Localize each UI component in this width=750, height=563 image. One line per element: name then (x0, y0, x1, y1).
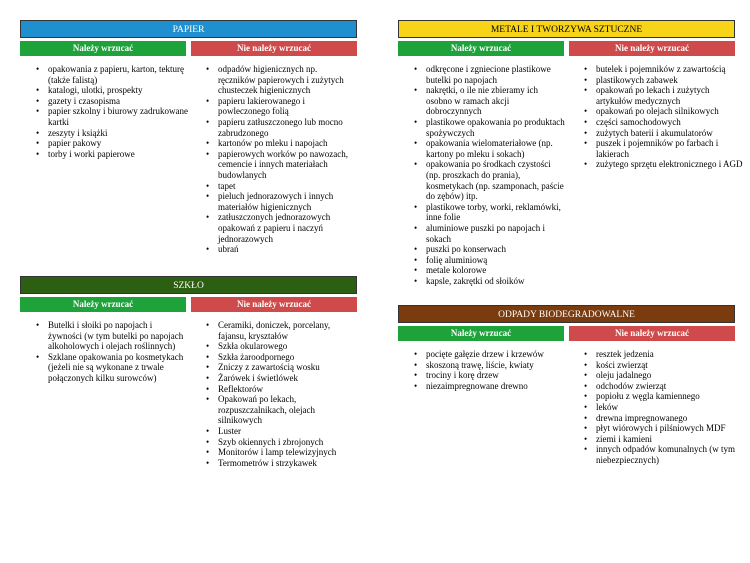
list-item: • odchodów zwierząt (596, 381, 750, 392)
section-metale (398, 20, 743, 291)
papier-yes-list (22, 64, 188, 159)
list-item: • oleju jadalnego (596, 370, 750, 381)
list-item: • opakowania z papieru, karton, tekturę (także falistą) (48, 64, 188, 85)
list-item: • zatłuszczonych jednorazowych opakowań z papieru i naczyń jednorazowych (218, 212, 354, 244)
list-item: • skoszoną trawę, liście, kwiaty (426, 360, 576, 371)
list-item: • kości zwierząt (596, 360, 750, 371)
section-szklo (20, 276, 357, 477)
list-item: • torby i worki papierowe (48, 149, 188, 160)
list-item: • Luster (218, 426, 358, 437)
szklo-no-list (192, 320, 358, 468)
list-item: • puszek i pojemników po farbach i lakierach (596, 138, 746, 159)
papier-no-header: Nie należy wrzucać (191, 41, 357, 56)
section-title-metale: METALE I TWORZYWA SZTUCZNE (398, 20, 735, 38)
metale-yes-column (398, 41, 564, 56)
papier-no-column (191, 41, 357, 56)
list-item: • ziemi i kamieni (596, 434, 750, 445)
list-item: • opakowania po środkach czystości (np. proszkach do prania), kosmetykach (np. szamponach, paście do zębów) itp. (426, 159, 566, 201)
list-item: • papier szkolny i biurowy zadrukowane kartki (48, 106, 188, 127)
list-item: • opakowań po olejach silnikowych (596, 106, 746, 117)
list-item: • opakowania wielomateriałowe (np. kartony po mleku i sokach) (426, 138, 566, 159)
section-title-bio: ODPADY BIODEGRADOWALNE (398, 305, 735, 323)
list-item: • Ceramiki, doniczek, porcelany, fajansu, kryształów (218, 320, 358, 341)
list-item: • Szyb okiennych i zbrojonych (218, 437, 358, 448)
bio-yes-header: Należy wrzucać (398, 326, 564, 341)
list-item: • zużytego sprzętu elektronicznego i AGD (596, 159, 746, 170)
bio-no-list (570, 349, 750, 466)
szklo-yes-column (20, 297, 186, 312)
list-item: • Reflektorów (218, 384, 358, 395)
list-item: • Termometrów i strzykawek (218, 458, 358, 469)
list-item: • Szkła żaroodpornego (218, 352, 358, 363)
section-title-papier: PAPIER (20, 20, 357, 38)
list-item: • tapet (218, 181, 354, 192)
section-papier (20, 20, 357, 271)
list-item: • części samochodowych (596, 117, 746, 128)
list-item: • gazety i czasopisma (48, 96, 188, 107)
list-item: • kapsle, zakrętki od słoików (426, 276, 566, 287)
bio-yes-list (400, 349, 576, 391)
list-item: • pocięte gałęzie drzew i krzewów (426, 349, 576, 360)
list-item: • nakrętki, o ile nie zbieramy ich osobno w ramach akcji dobroczynnych (426, 85, 566, 117)
bio-yes-column (398, 326, 564, 341)
list-item: • kartonów po mleku i napojach (218, 138, 354, 149)
metale-no-list (570, 64, 746, 170)
list-item: • katalogi, ulotki, prospekty (48, 85, 188, 96)
list-item: • Żarówek i świetlówek (218, 373, 358, 384)
list-item: • Monitorów i lamp telewizyjnych (218, 447, 358, 458)
papier-no-list (192, 64, 354, 255)
list-item: • Szkła okularowego (218, 341, 358, 352)
szklo-no-column (191, 297, 357, 312)
list-item: • metale kolorowe (426, 265, 566, 276)
list-item: • papieru zatłuszczonego lub mocno zabrudzonego (218, 117, 354, 138)
list-item: • Opakowań po lekach, rozpuszczalnikach, olejach silnikowych (218, 394, 358, 426)
bio-no-header: Nie należy wrzucać (569, 326, 735, 341)
list-item: • butelek i pojemników z zawartością (596, 64, 746, 75)
metale-no-header: Nie należy wrzucać (569, 41, 735, 56)
list-item: • Szklane opakowania po kosmetykach (jeżeli nie są wykonane z trwale połączonych kilku surowców) (48, 352, 188, 384)
list-item: • aluminiowe puszki po napojach i sokach (426, 223, 566, 244)
list-item: • płyt wiórowych i pilśniowych MDF (596, 423, 750, 434)
list-item: • zeszyty i książki (48, 128, 188, 139)
section-title-szklo: SZKŁO (20, 276, 357, 294)
list-item: • ubrań (218, 244, 354, 255)
szklo-yes-list (22, 320, 188, 384)
list-item: • puszki po konserwach (426, 244, 566, 255)
list-item: • plastikowe torby, worki, reklamówki, inne folie (426, 202, 566, 223)
list-item: • plastikowe opakowania po produktach spożywczych (426, 117, 566, 138)
szklo-no-header: Nie należy wrzucać (191, 297, 357, 312)
list-item: • Butelki i słoiki po napojach i żywności (w tym butelki po napojach alkoholowych i olejach roślinnych) (48, 320, 188, 352)
list-item: • odkręcone i zgniecione plastikowe butelki po napojach (426, 64, 566, 85)
list-item: • drewna impregnowanego (596, 413, 750, 424)
list-item: • popiołu z węgla kamiennego (596, 391, 750, 402)
list-item: • trociny i korę drzew (426, 370, 576, 381)
section-bio (398, 305, 735, 486)
list-item: • odpadów higienicznych np. ręczników papierowych i zużytych chusteczek higienicznych (218, 64, 354, 96)
list-item: • Zniczy z zawartością wosku (218, 362, 358, 373)
list-item: • niezaimpregnowane drewno (426, 381, 576, 392)
list-item: • papier pakowy (48, 138, 188, 149)
metale-yes-list (400, 64, 566, 286)
list-item: • zużytych baterii i akumulatorów (596, 128, 746, 139)
papier-yes-header: Należy wrzucać (20, 41, 186, 56)
list-item: • resztek jedzenia (596, 349, 750, 360)
list-item: • innych odpadów komunalnych (w tym niebezpiecznych) (596, 444, 750, 465)
list-item: • leków (596, 402, 750, 413)
bio-no-column (569, 326, 735, 341)
list-item: • plastikowych zabawek (596, 75, 746, 86)
papier-yes-column (20, 41, 186, 56)
szklo-yes-header: Należy wrzucać (20, 297, 186, 312)
list-item: • papierowych worków po nawozach, cemencie i innych materiałach budowlanych (218, 149, 354, 181)
list-item: • pieluch jednorazowych i innych materiałów higienicznych (218, 191, 354, 212)
list-item: • folię aluminiową (426, 255, 566, 266)
metale-no-column (569, 41, 735, 56)
list-item: • papieru lakierowanego i powleczonego folią (218, 96, 354, 117)
list-item: • opakowań po lekach i zużytych artykułów medycznych (596, 85, 746, 106)
metale-yes-header: Należy wrzucać (398, 41, 564, 56)
